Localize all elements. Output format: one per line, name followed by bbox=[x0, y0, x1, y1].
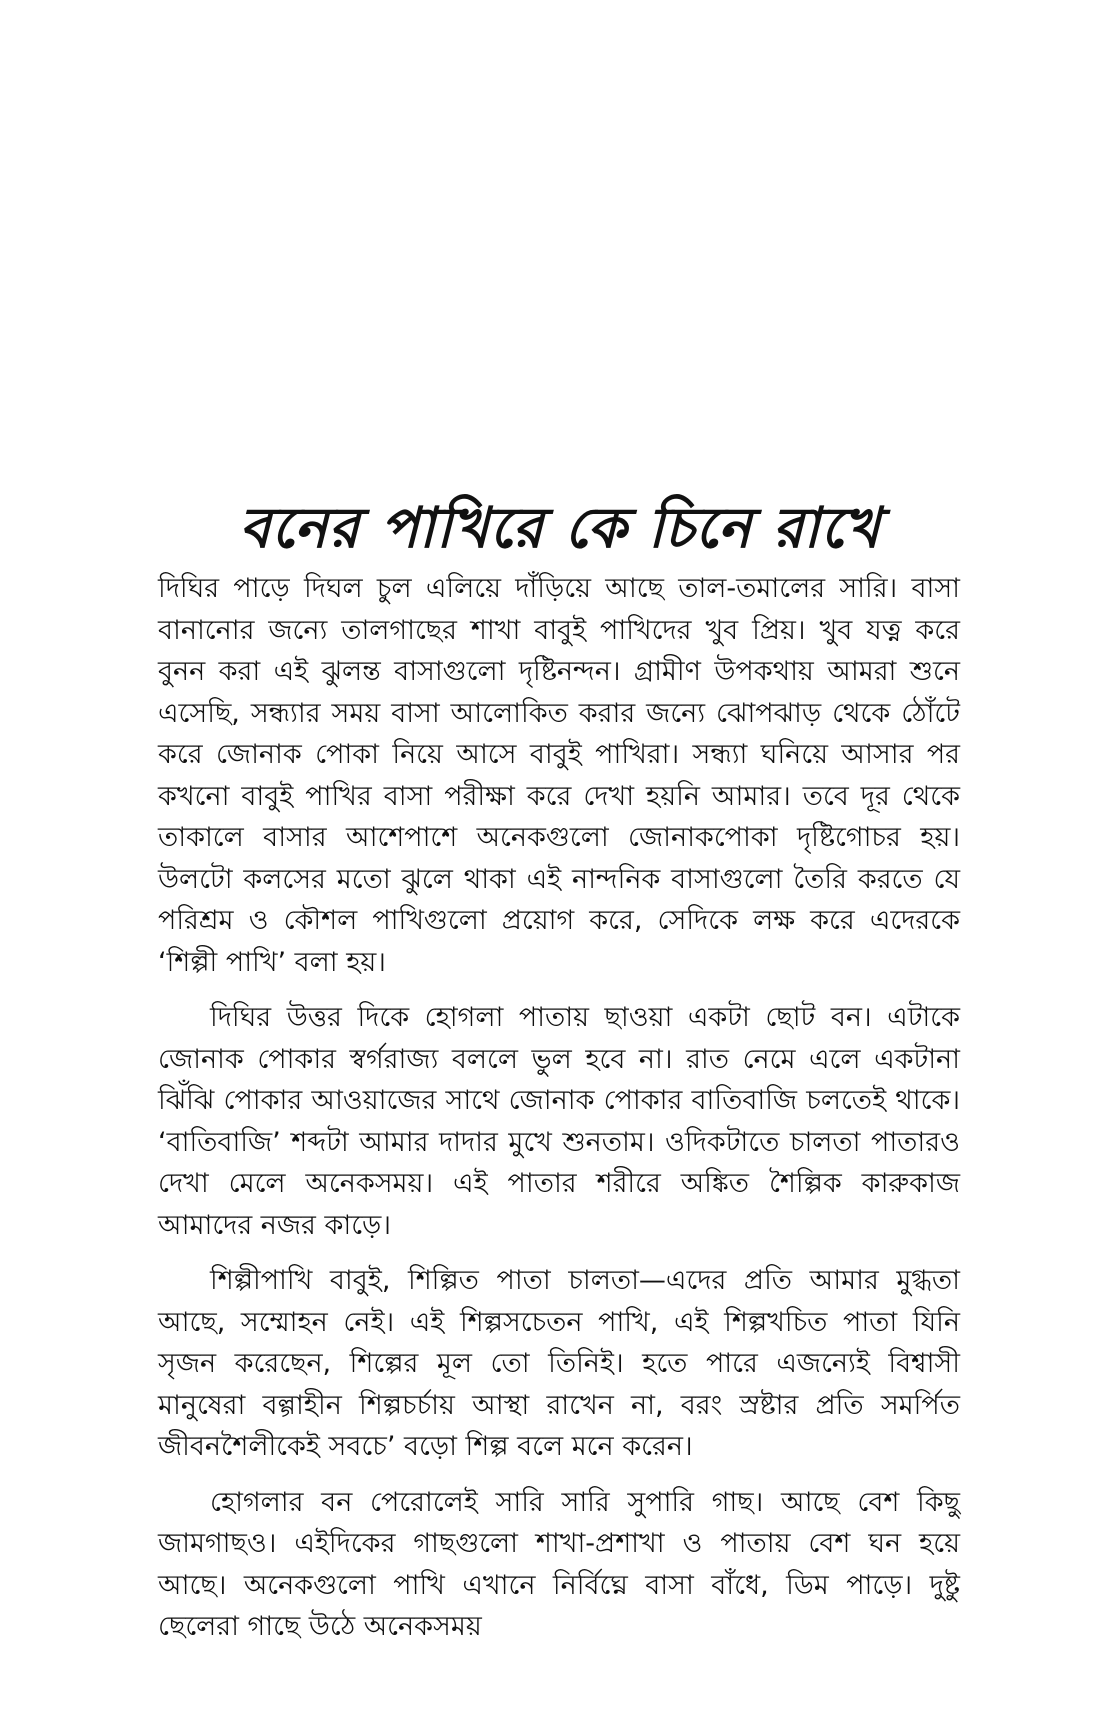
paragraph-2: দিঘির উত্তর দিকে হোগলা পাতায় ছাওয়া একটা ছোট বন। এটাকে জোনাক পোকার স্বর্গরাজ্য বললে ভুল হবে না। রাত নেমে এলে একটানা ঝিঁঝি পোকার আওয়াজের সাথে জোনাক পোকার বাতিবাজি চলতেই থাকে। ‘বাতিবাজি’ শব্দটা আমার দাদার মুখে শুনতাম। ওদিকটাতে চালতা পাতারও দেখা মেলে অনেকসময়। এই পাতার শরীরে অঙ্কিত শৈল্পিক কারুকাজ আমাদের নজর কাড়ে। bbox=[158, 1002, 960, 1241]
paragraph-3: শিল্পীপাখি বাবুই, শিল্পিত পাতা চালতা—এদের প্রতি আমার মুগ্ধতা আছে, সম্মোহন নেই। এই শিল্পসচেতন পাখি, এই শিল্পখচিত পাতা যিনি সৃজন করেছেন, শিল্পের মূল তো তিনিই। হতে পারে এজন্যেই বিশ্বাসী মানুষেরা বল্গাহীন শিল্পচর্চায় আস্থা রাখেন না, বরং স্রষ্টার প্রতি সমর্পিত জীবনশৈলীকেই সবচে’ বড়ো শিল্প বলে মনে করেন। bbox=[158, 1265, 960, 1462]
chapter-body bbox=[158, 568, 960, 1662]
paragraph-4: হোগলার বন পেরোলেই সারি সারি সুপারি গাছ। আছে বেশ কিছু জামগাছও। এইদিকের গাছগুলো শাখা-প্রশাখা ও পাতায় বেশ ঘন হয়ে আছে। অনেকগুলো পাখি এখানে নির্বিঘ্নে বাসা বাঁধে, ডিম পাড়ে। দুষ্টু ছেলেরা গাছে উঠে অনেকসময় bbox=[158, 1486, 960, 1642]
chapter-title: বনের পাখিরে কে চিনে রাখে bbox=[239, 494, 881, 561]
paragraph-1: দিঘির পাড়ে দিঘল চুল এলিয়ে দাঁড়িয়ে আছে তাল-তমালের সারি। বাসা বানানোর জন্যে তালগাছের শাখা বাবুই পাখিদের খুব প্রিয়। খুব যত্ন করে বুনন করা এই ঝুলন্ত বাসাগুলো দৃষ্টিনন্দন। গ্রামীণ উপকথায় আমরা শুনে এসেছি, সন্ধ্যার সময় বাসা আলোকিত করার জন্যে ঝোপঝাড় থেকে ঠোঁটে করে জোনাক পোকা নিয়ে আসে বাবুই পাখিরা। সন্ধ্যা ঘনিয়ে আসার পর কখনো বাবুই পাখির বাসা পরীক্ষা করে দেখা হয়নি আমার। তবে দূর থেকে তাকালে বাসার আশেপাশে অনেকগুলো জোনাকপোকা দৃষ্টিগোচর হয়। উলটো কলসের মতো ঝুলে থাকা এই নান্দনিক বাসাগুলো তৈরি করতে যে পরিশ্রম ও কৌশল পাখিগুলো প্রয়োগ করে, সেদিকে লক্ষ করে এদেরকে ‘শিল্পী পাখি’ বলা হয়। bbox=[158, 573, 960, 978]
